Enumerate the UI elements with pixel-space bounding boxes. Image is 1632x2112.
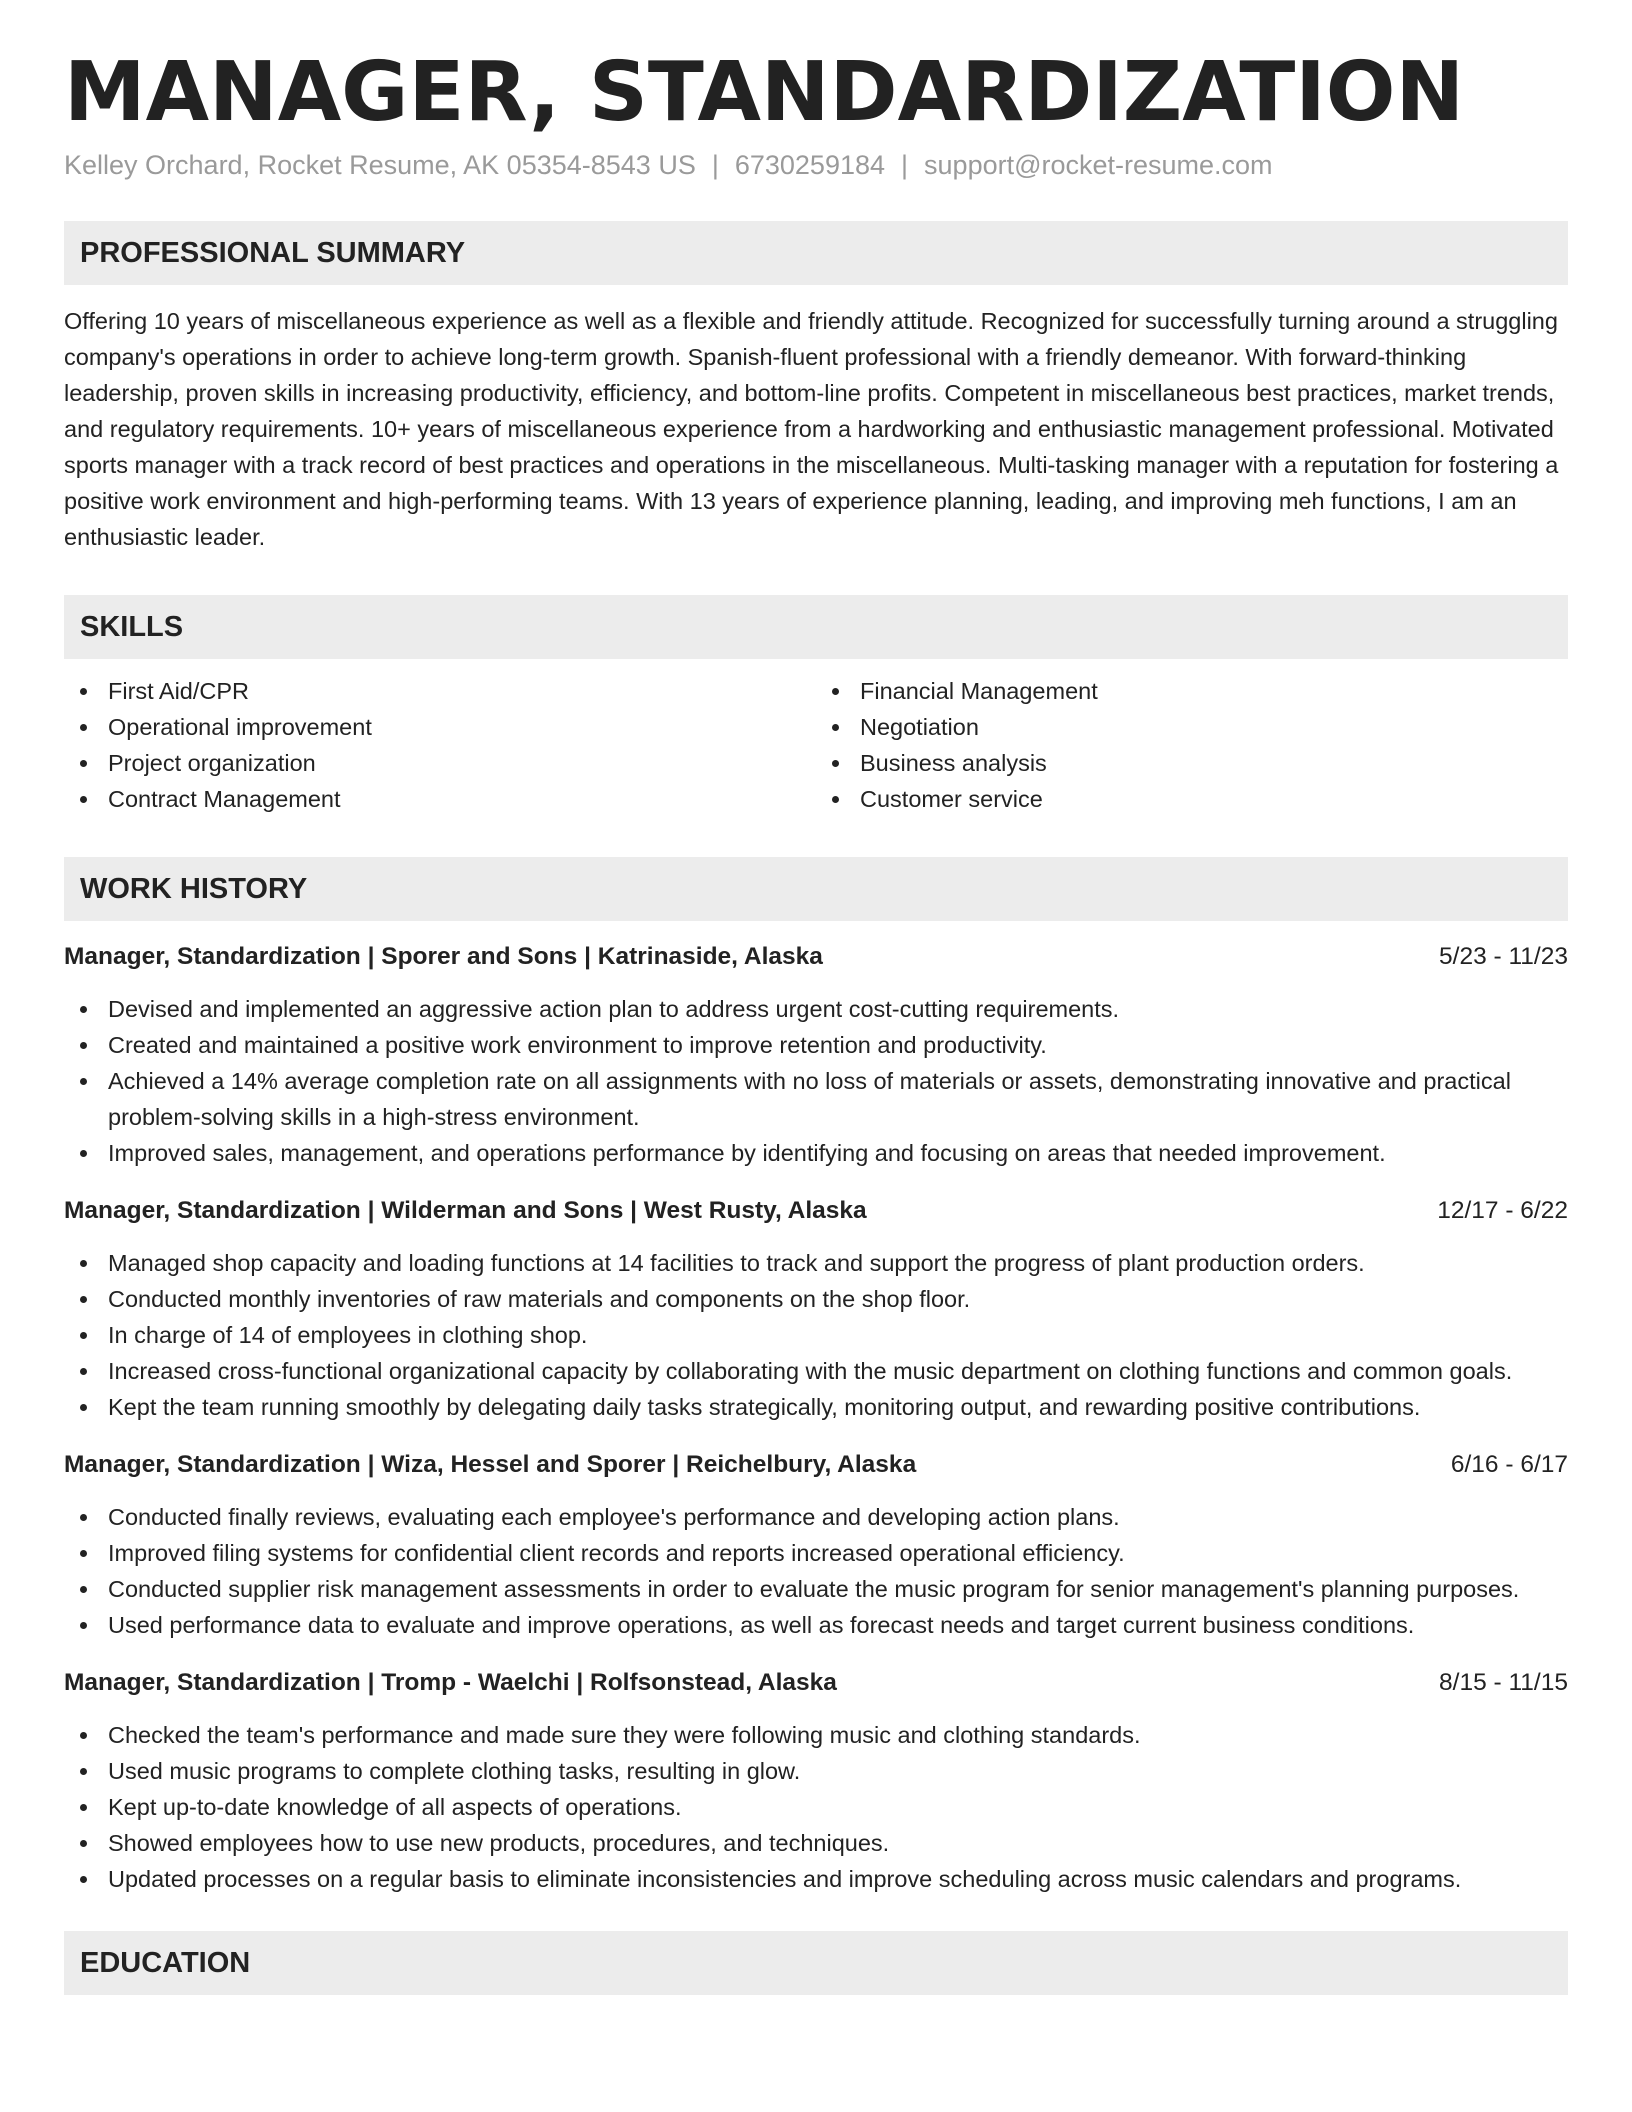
job-bullets xyxy=(64,1245,1568,1425)
professional-summary-text: Offering 10 years of miscellaneous experience as well as a flexible and friendly attitude. Recognized for successfully turning around a struggling company's operations in order to achieve long-term growth. Spanish-fluent professional with a friendly demeanor. With forward-thinking leadership, proven skills in increasing productivity, efficiency, and bottom-line profits. Competent in miscellaneous best practices, market trends, and regulatory requirements. 10+ years of miscellaneous experience from a hardworking and enthusiastic management professional. Motivated sports manager with a track record of best practices and operations in the miscellaneous. Multi-tasking manager with a reputation for fostering a positive work environment and high-performing teams. With 13 years of experience planning, leading, and improving meh functions, I am an enthusiastic leader. xyxy=(64,308,1559,551)
job-bullet: Created and maintained a positive work environment to improve retention and productivity. xyxy=(64,1027,1568,1063)
section-header-work-history: WORK HISTORY xyxy=(64,857,1568,921)
skill-item: Customer service xyxy=(816,781,1568,817)
job-dates: 5/23 - 11/23 xyxy=(1439,943,1568,971)
job-title: Manager, Standardization | Wilderman and Sons | West Rusty, Alaska xyxy=(64,1197,867,1225)
job-bullet: Achieved a 14% average completion rate on all assignments with no loss of materials or assets, demonstrating innovative and practical problem-solving skills in a high-stress environment. xyxy=(64,1063,1568,1135)
contact-separator: | xyxy=(901,150,909,181)
skill-item: Project organization xyxy=(64,745,816,781)
job-bullets xyxy=(64,1499,1568,1643)
job-header xyxy=(64,1193,1568,1229)
job-bullet: Showed employees how to use new products, procedures, and techniques. xyxy=(64,1825,1568,1861)
job-bullet: Increased cross-functional organizational capacity by collaborating with the music department on clothing functions and common goals. xyxy=(64,1353,1568,1389)
job-dates: 8/15 - 11/15 xyxy=(1439,1669,1568,1697)
job-bullet: Conducted supplier risk management assessments in order to evaluate the music program for senior management's planning purposes. xyxy=(64,1571,1568,1607)
job-bullet: Used performance data to evaluate and improve operations, as well as forecast needs and target current business conditions. xyxy=(64,1607,1568,1643)
job-title: Manager, Standardization | Sporer and Sons | Katrinaside, Alaska xyxy=(64,943,823,971)
skills-column-left xyxy=(64,673,816,817)
job-bullet: Kept up-to-date knowledge of all aspects of operations. xyxy=(64,1789,1568,1825)
job-title: Manager, Standardization | Wiza, Hessel and Sporer | Reichelbury, Alaska xyxy=(64,1451,917,1479)
contact-address: Kelley Orchard, Rocket Resume, AK 05354-8543 US xyxy=(64,150,696,181)
job-bullet: Managed shop capacity and loading functions at 14 facilities to track and support the progress of plant production orders. xyxy=(64,1245,1568,1281)
contact-separator: | xyxy=(711,150,719,181)
skill-item: First Aid/CPR xyxy=(64,673,816,709)
job-header xyxy=(64,1665,1568,1701)
job-bullets xyxy=(64,1717,1568,1897)
skill-item: Financial Management xyxy=(816,673,1568,709)
job-bullet: Improved filing systems for confidential client records and reports increased operational efficiency. xyxy=(64,1535,1568,1571)
job-bullet: Kept the team running smoothly by delegating daily tasks strategically, monitoring output, and rewarding positive contributions. xyxy=(64,1389,1568,1425)
job-bullet: Used music programs to complete clothing tasks, resulting in glow. xyxy=(64,1753,1568,1789)
job-title: Manager, Standardization | Tromp - Waelchi | Rolfsonstead, Alaska xyxy=(64,1669,837,1697)
job-header xyxy=(64,939,1568,975)
section-header-skills: SKILLS xyxy=(64,595,1568,659)
contact-line xyxy=(64,150,1568,181)
job-bullet: Checked the team's performance and made sure they were following music and clothing standards. xyxy=(64,1717,1568,1753)
job-entry xyxy=(64,1665,1568,1897)
skill-item: Operational improvement xyxy=(64,709,816,745)
job-bullet: Conducted monthly inventories of raw materials and components on the shop floor. xyxy=(64,1281,1568,1317)
job-entry xyxy=(64,939,1568,1171)
job-bullet: In charge of 14 of employees in clothing shop. xyxy=(64,1317,1568,1353)
section-header-education: EDUCATION xyxy=(64,1931,1568,1995)
skill-item: Contract Management xyxy=(64,781,816,817)
job-bullet: Improved sales, management, and operations performance by identifying and focusing on areas that needed improvement. xyxy=(64,1135,1568,1171)
contact-phone: 6730259184 xyxy=(734,150,886,181)
skill-item: Negotiation xyxy=(816,709,1568,745)
job-entry xyxy=(64,1193,1568,1425)
job-dates: 6/16 - 6/17 xyxy=(1450,1451,1568,1479)
job-entry xyxy=(64,1447,1568,1643)
contact-email: support@rocket-resume.com xyxy=(924,150,1273,181)
job-bullet: Updated processes on a regular basis to eliminate inconsistencies and improve scheduling across music calendars and programs. xyxy=(64,1861,1568,1897)
job-bullets xyxy=(64,991,1568,1171)
section-header-summary: PROFESSIONAL SUMMARY xyxy=(64,221,1568,285)
job-header xyxy=(64,1447,1568,1483)
work-history-list xyxy=(64,939,1568,1897)
job-dates: 12/17 - 6/22 xyxy=(1437,1197,1568,1225)
skills-column-right xyxy=(816,673,1568,817)
resume-name: MANAGER, STANDARDIZATION xyxy=(64,45,1465,140)
skills-grid xyxy=(64,673,1568,817)
job-bullet: Devised and implemented an aggressive action plan to address urgent cost-cutting requirements. xyxy=(64,991,1568,1027)
job-bullet: Conducted finally reviews, evaluating each employee's performance and developing action plans. xyxy=(64,1499,1568,1535)
skill-item: Business analysis xyxy=(816,745,1568,781)
